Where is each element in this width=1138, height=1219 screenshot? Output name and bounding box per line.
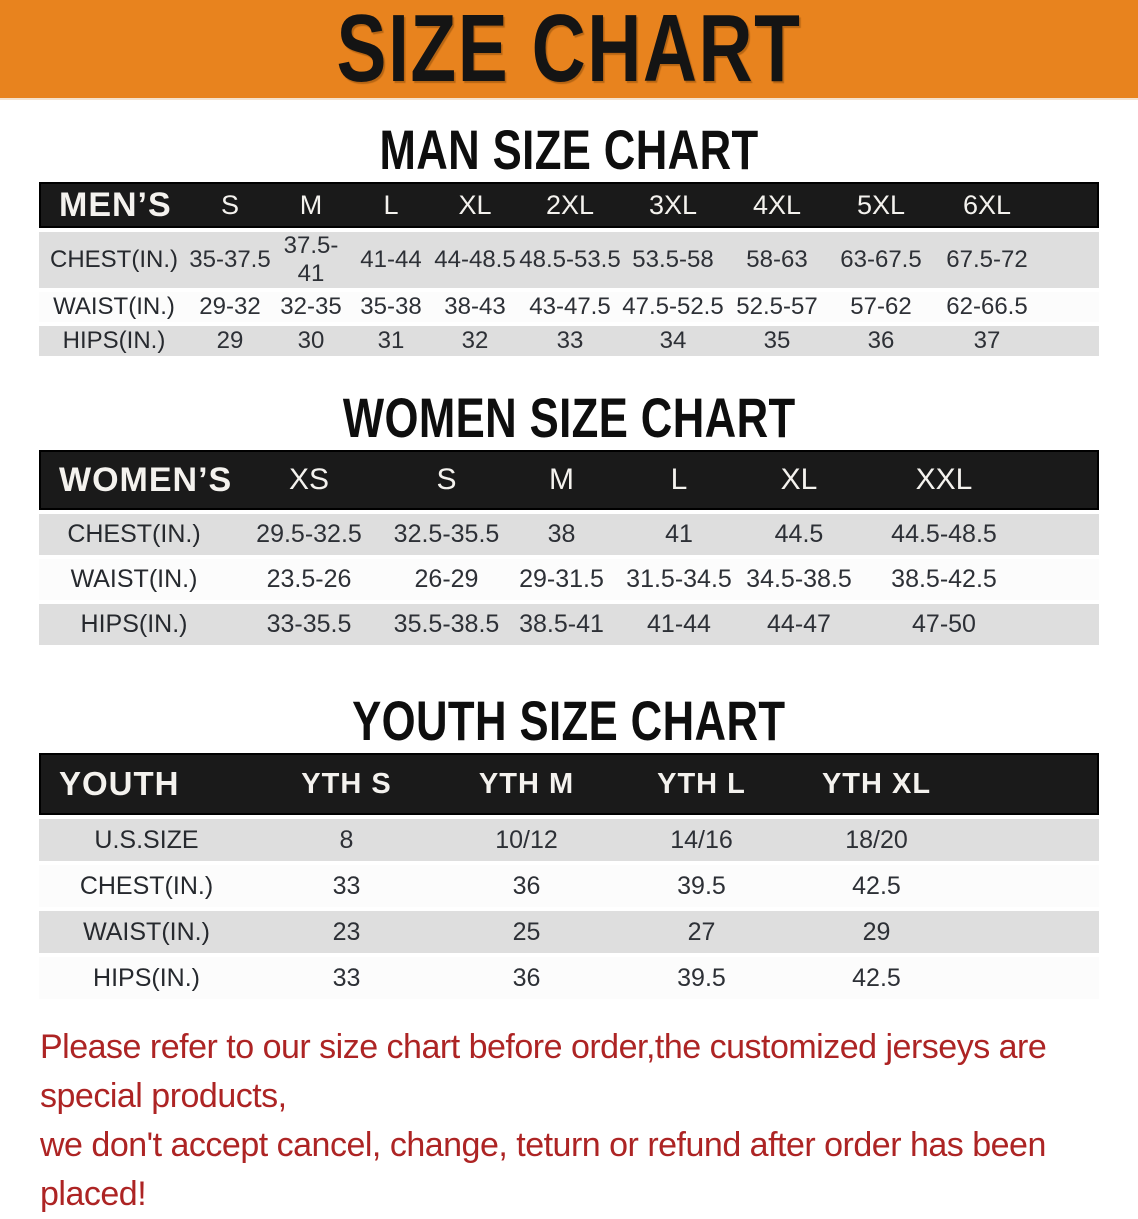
- size-cell: 32.5-35.5: [389, 514, 504, 555]
- women-section-title-text: WOMEN SIZE CHART: [342, 386, 796, 449]
- size-cell: 44-47: [739, 604, 859, 645]
- size-cell: 48.5-53.5: [519, 232, 621, 288]
- size-cell: 37: [933, 326, 1041, 356]
- size-cell: 14/16: [614, 819, 789, 861]
- size-cell: 36: [439, 957, 614, 999]
- size-cell: 33-35.5: [229, 604, 389, 645]
- size-cell: 53.5-58: [621, 232, 725, 288]
- men-column-header: 5XL: [829, 182, 933, 228]
- banner-title: SIZE CHART: [336, 0, 802, 102]
- size-cell: 33: [254, 865, 439, 907]
- size-cell: 35-37.5: [189, 232, 271, 288]
- men-header-row: [39, 182, 1099, 228]
- women-column-header: S: [389, 450, 504, 510]
- size-cell: 44.5-48.5: [859, 514, 1029, 555]
- size-cell: 39.5: [614, 957, 789, 999]
- women-column-header: XS: [229, 450, 389, 510]
- women-column-header: XL: [739, 450, 859, 510]
- size-cell: 37.5-41: [271, 232, 351, 288]
- size-cell: 35: [725, 326, 829, 356]
- men-section-title-text: MAN SIZE CHART: [379, 118, 759, 181]
- women-header-spacer: [1029, 450, 1099, 510]
- men-column-header: 4XL: [725, 182, 829, 228]
- row-spacer: [964, 865, 1099, 907]
- men-waist-row: [39, 292, 1099, 322]
- size-cell: 36: [439, 865, 614, 907]
- men-hips-row: [39, 326, 1099, 356]
- size-cell: 43-47.5: [519, 292, 621, 322]
- youth-size-table: [39, 749, 1099, 1003]
- youth-section-title: [0, 689, 1138, 752]
- size-cell: 38: [504, 514, 619, 555]
- youth-column-header: YTH XL: [789, 753, 964, 815]
- size-cell: 29-32: [189, 292, 271, 322]
- men-column-header: L: [351, 182, 431, 228]
- size-cell: 62-66.5: [933, 292, 1041, 322]
- size-cell: 31: [351, 326, 431, 356]
- row-label: CHEST(IN.): [39, 232, 189, 288]
- footer-note: [40, 1023, 1138, 1219]
- row-label: HIPS(IN.): [39, 326, 189, 356]
- size-cell: 41: [619, 514, 739, 555]
- row-label: HIPS(IN.): [39, 604, 229, 645]
- size-cell: 29: [789, 911, 964, 953]
- size-cell: 41-44: [619, 604, 739, 645]
- row-spacer: [964, 911, 1099, 953]
- footer-line-1: Please refer to our size chart before order,the customized jerseys are special products,: [40, 1028, 1047, 1115]
- women-chest-row: [39, 514, 1099, 555]
- row-label: WAIST(IN.): [39, 911, 254, 953]
- size-cell: 18/20: [789, 819, 964, 861]
- row-label: WAIST(IN.): [39, 559, 229, 600]
- size-cell: 33: [519, 326, 621, 356]
- row-spacer: [964, 819, 1099, 861]
- size-cell: 63-67.5: [829, 232, 933, 288]
- row-spacer: [1029, 514, 1099, 555]
- size-cell: 35-38: [351, 292, 431, 322]
- size-cell: 29: [189, 326, 271, 356]
- size-cell: 32-35: [271, 292, 351, 322]
- size-cell: 44-48.5: [431, 232, 519, 288]
- youth-section-title-text: YOUTH SIZE CHART: [352, 689, 786, 752]
- youth-column-header: YTH M: [439, 753, 614, 815]
- row-label: CHEST(IN.): [39, 514, 229, 555]
- size-cell: 25: [439, 911, 614, 953]
- youth-column-header: YTH L: [614, 753, 789, 815]
- size-cell: 42.5: [789, 957, 964, 999]
- size-cell: 44.5: [739, 514, 859, 555]
- men-table-label: MEN’S: [39, 182, 189, 228]
- men-size-table: [39, 178, 1099, 360]
- women-header-row: [39, 450, 1099, 510]
- women-column-header: M: [504, 450, 619, 510]
- size-cell: 8: [254, 819, 439, 861]
- size-cell: 27: [614, 911, 789, 953]
- women-table-label: WOMEN’S: [39, 450, 229, 510]
- size-cell: 23.5-26: [229, 559, 389, 600]
- men-column-header: M: [271, 182, 351, 228]
- men-column-header: S: [189, 182, 271, 228]
- size-cell: 39.5: [614, 865, 789, 907]
- size-cell: 67.5-72: [933, 232, 1041, 288]
- footer-line-2: we don't accept cancel, change, teturn or refund after order has been placed!: [40, 1126, 1046, 1213]
- men-column-header: 2XL: [519, 182, 621, 228]
- size-cell: 29-31.5: [504, 559, 619, 600]
- size-cell: 42.5: [789, 865, 964, 907]
- size-cell: 33: [254, 957, 439, 999]
- size-cell: 29.5-32.5: [229, 514, 389, 555]
- youth-header-spacer: [964, 753, 1099, 815]
- size-cell: 57-62: [829, 292, 933, 322]
- row-label: CHEST(IN.): [39, 865, 254, 907]
- row-spacer: [1029, 604, 1099, 645]
- size-cell: 47-50: [859, 604, 1029, 645]
- youth-ussize-row: [39, 819, 1099, 861]
- women-section-title: [0, 386, 1138, 449]
- size-cell: 23: [254, 911, 439, 953]
- row-spacer: [1041, 326, 1099, 356]
- row-spacer: [964, 957, 1099, 999]
- men-chest-row: [39, 232, 1099, 288]
- size-cell: 35.5-38.5: [389, 604, 504, 645]
- men-column-header: 6XL: [933, 182, 1041, 228]
- men-column-header: XL: [431, 182, 519, 228]
- size-cell: 10/12: [439, 819, 614, 861]
- women-waist-row: [39, 559, 1099, 600]
- women-column-header: XXL: [859, 450, 1029, 510]
- youth-table-label: YOUTH: [39, 753, 254, 815]
- size-cell: 26-29: [389, 559, 504, 600]
- row-label: U.S.SIZE: [39, 819, 254, 861]
- youth-hips-row: [39, 957, 1099, 999]
- size-cell: 41-44: [351, 232, 431, 288]
- size-cell: 34.5-38.5: [739, 559, 859, 600]
- row-spacer: [1041, 232, 1099, 288]
- women-hips-row: [39, 604, 1099, 645]
- size-cell: 47.5-52.5: [622, 293, 724, 320]
- size-cell: 52.5-57: [725, 292, 829, 322]
- size-cell: 34: [621, 326, 725, 356]
- women-size-table: [39, 446, 1099, 649]
- row-spacer: [1041, 292, 1099, 322]
- size-cell: 38.5-42.5: [859, 559, 1029, 600]
- size-cell: 38-43: [431, 292, 519, 322]
- row-label: WAIST(IN.): [39, 292, 189, 322]
- women-column-header: L: [619, 450, 739, 510]
- size-cell: 36: [829, 326, 933, 356]
- size-cell: 38.5-41: [504, 604, 619, 645]
- youth-chest-row: [39, 865, 1099, 907]
- men-header-spacer: [1041, 182, 1099, 228]
- row-label: HIPS(IN.): [39, 957, 254, 999]
- row-spacer: [1029, 559, 1099, 600]
- men-section-title: [0, 118, 1138, 181]
- size-cell: 58-63: [725, 232, 829, 288]
- size-cell: 31.5-34.5: [619, 559, 739, 600]
- men-column-header: 3XL: [621, 182, 725, 228]
- youth-column-header: YTH S: [254, 753, 439, 815]
- size-cell: 30: [271, 326, 351, 356]
- size-cell: 32: [431, 326, 519, 356]
- youth-waist-row: [39, 911, 1099, 953]
- banner: [0, 0, 1138, 100]
- youth-header-row: [39, 753, 1099, 815]
